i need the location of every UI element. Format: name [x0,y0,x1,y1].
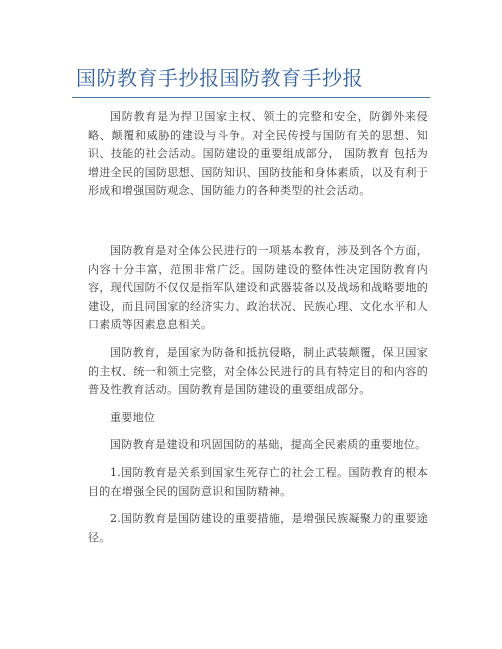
paragraph-scope: 国防教育是对全体公民进行的一项基本教育，涉及到各个方面，内容十分丰富，范围非常广泛。国防建设的整体性决定国防教育内容，现代国防不仅仅是指军队建设和武器装备以及战场和战略要地的建设，而且同国家的经济实力、政治状况、民族心理、文化水平和人口素质等因素息息相关。 [88,243,428,332]
paragraph-importance: 国防教育是建设和巩固国防的基础，提高全民素质的重要地位。 [110,438,427,452]
list-item-1: 1.国防教育是关系到国家生死存亡的社会工程。国防教育的根本目的在增强全民的国防意识和国防精神。 [88,465,428,498]
paragraph-intro: 国防教育是为捍卫国家主权、领土的完整和安全，防御外来侵略、颠覆和威胁的建设与斗争。对全民传授与国防有关的思想、知识、技能的社会活动。国防建设的重要组成部分， 国防教育 包括为增进全民的国防思想、国防知识、国防技能和身体素质，以及有利于形成和增强国防观念、国防能力的各种类型的社会活动。 [88,110,428,198]
paragraph-gap [88,210,428,242]
document-title: 国防教育手抄报国防教育手抄报 [76,66,363,90]
list-item-2: 2.国防教育是国防建设的重要措施，是增强民族凝聚力的重要途径。 [88,512,428,544]
paragraph-definition: 国防教育，是国家为防备和抵抗侵略，制止武装颠覆，保卫国家的主权、统一和领土完整，对全体公民进行的具有特定目的和内容的普及性教育活动。国防教育是国防建设的重要组成部分。 [88,345,428,397]
document-body [88,108,428,556]
section-heading-importance: 重要地位 [110,410,156,424]
title-underline [72,97,430,98]
